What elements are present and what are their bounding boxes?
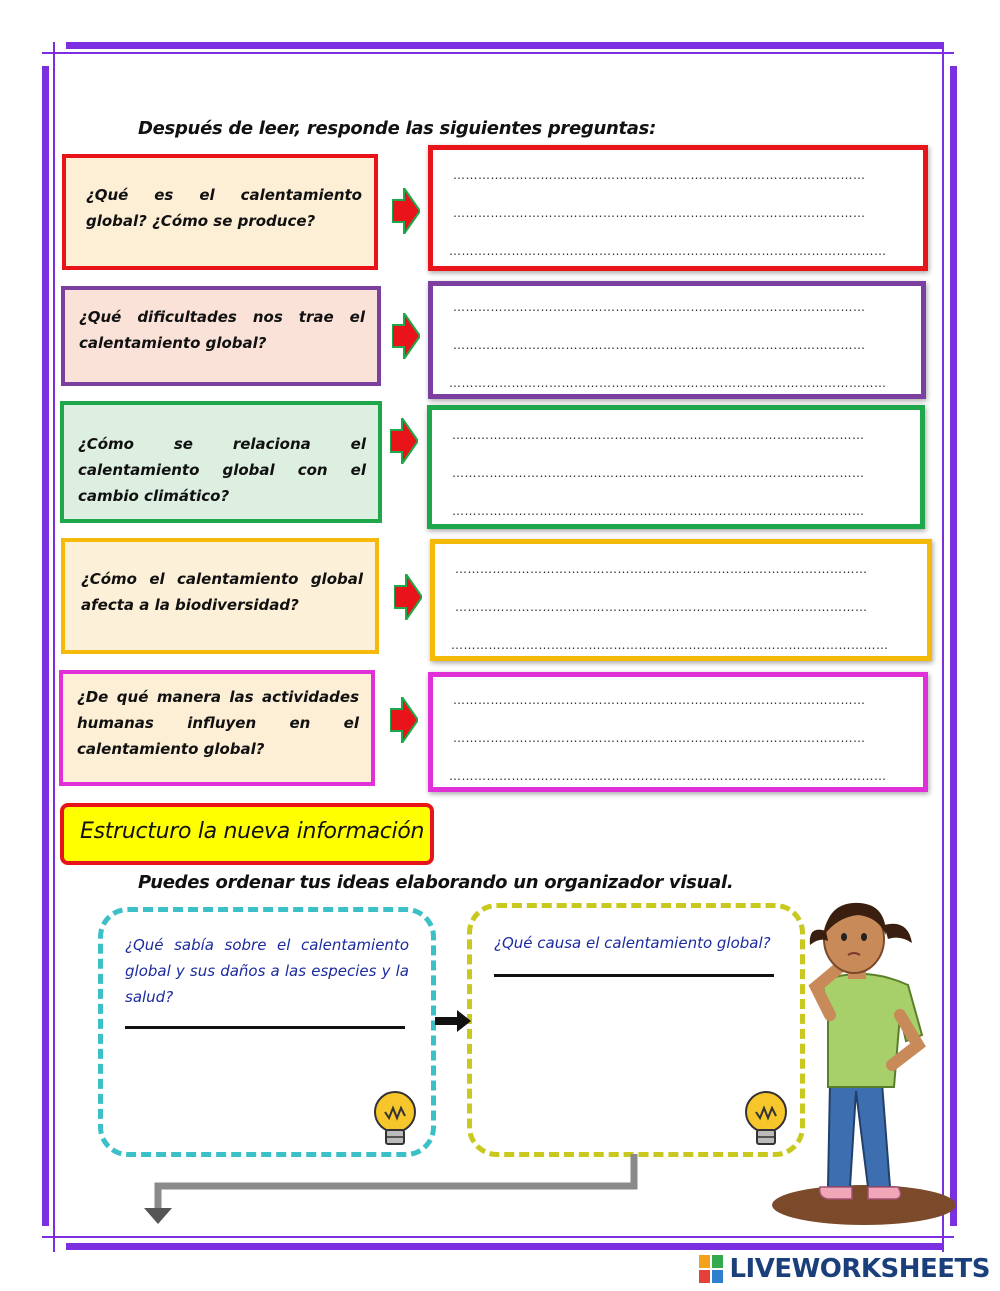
answer-line: ……………………………………………………………………………………… [452, 466, 865, 480]
arrow-right-icon [392, 313, 420, 359]
frame-left-inner [53, 42, 55, 1252]
girl-thinking-illustration [768, 895, 960, 1225]
answer-line: …………………………………………………………………………………………… [449, 376, 887, 390]
answer-line: ……………………………………………………………………………………… [453, 731, 866, 745]
section-title: Estructuro la nueva información [60, 803, 434, 865]
arrow-right-icon [394, 574, 422, 620]
question-box-1: ¿Qué es el calentamiento global? ¿Cómo se produce? [62, 154, 378, 270]
connector-arrow-icon [435, 1010, 471, 1032]
organizer-box-1[interactable] [98, 907, 436, 1157]
answer-line: …………………………………………………………………………………………… [449, 769, 887, 783]
organizer-question-2: ¿Qué causa el calentamiento global? [494, 934, 771, 952]
answer-box-2[interactable] [428, 281, 926, 399]
question-box-5: ¿De qué manera las actividades humanas influyen en el calentamiento global? [59, 670, 375, 786]
answer-line: ……………………………………………………………………………………… [452, 428, 865, 442]
frame-bottom [66, 1243, 942, 1250]
arrow-right-icon [392, 188, 420, 234]
answer-line: ……………………………………………………………………………………… [452, 504, 865, 518]
liveworksheets-wordmark: LIVEWORKSHEETS [729, 1254, 990, 1284]
organizer-box-2[interactable] [467, 903, 805, 1157]
frame-bottom-inner [42, 1236, 954, 1238]
answer-line: ……………………………………………………………………………………… [453, 206, 866, 220]
frame-left [42, 66, 49, 1226]
answer-line: ……………………………………………………………………………………… [455, 562, 868, 576]
organizer-question-1: ¿Qué sabía sobre el calentamiento global y sus daños a las especies y la salud? [125, 936, 409, 1006]
arrow-right-icon [390, 418, 418, 464]
instructions-heading: Después de leer, responde las siguientes preguntas: [138, 118, 656, 139]
answer-line: …………………………………………………………………………………………… [449, 244, 887, 258]
answer-line: ……………………………………………………………………………………… [453, 693, 866, 707]
answer-line: ……………………………………………………………………………………… [453, 168, 866, 182]
organizer-answer-line[interactable] [494, 974, 774, 977]
answer-box-1[interactable] [428, 145, 928, 271]
answer-line: …………………………………………………………………………………………… [451, 638, 889, 652]
answer-box-3[interactable] [427, 405, 925, 529]
answer-line: ……………………………………………………………………………………… [453, 300, 866, 314]
question-box-2: ¿Qué dificultades nos trae el calentamiento global? [61, 286, 381, 386]
organizer-answer-line[interactable] [125, 1026, 405, 1029]
arrow-right-icon [390, 697, 418, 743]
liveworksheets-logo [699, 1253, 990, 1285]
question-box-4: ¿Cómo el calentamiento global afecta a la biodiversidad? [61, 538, 379, 654]
answer-box-4[interactable] [430, 539, 932, 661]
frame-top-inner [42, 52, 954, 54]
liveworksheets-logo-icon [699, 1255, 723, 1283]
lightbulb-icon [367, 1088, 423, 1150]
answer-line: ……………………………………………………………………………………… [455, 600, 868, 614]
answer-box-5[interactable] [428, 672, 928, 792]
frame-top [66, 42, 942, 49]
answer-line: ……………………………………………………………………………………… [453, 338, 866, 352]
flow-connector-icon [140, 1150, 640, 1230]
organizer-subheading: Puedes ordenar tus ideas elaborando un organizador visual. [138, 872, 734, 893]
question-box-3: ¿Cómo se relaciona el calentamiento global con el cambio climático? [60, 401, 382, 523]
